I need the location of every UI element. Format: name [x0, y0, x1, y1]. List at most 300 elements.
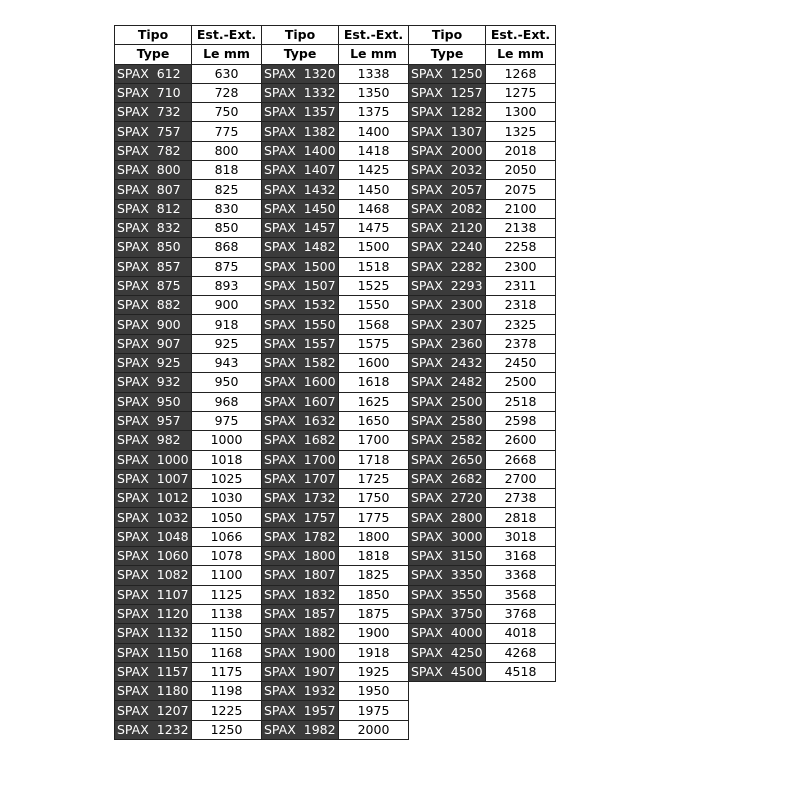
type-cell: SPAX 907	[115, 334, 192, 353]
length-cell: 2325	[486, 315, 556, 334]
type-cell: SPAX 1900	[262, 643, 339, 662]
type-cell: SPAX 1507	[262, 276, 339, 295]
header-row-top	[409, 26, 556, 45]
length-cell: 1418	[339, 141, 409, 160]
table-row	[409, 489, 556, 508]
length-cell: 3768	[486, 604, 556, 623]
type-cell: SPAX 3150	[409, 547, 486, 566]
type-cell: SPAX 3750	[409, 604, 486, 623]
length-cell: 2018	[486, 141, 556, 160]
type-cell: SPAX 1832	[262, 585, 339, 604]
length-cell: 1750	[339, 489, 409, 508]
length-cell: 2700	[486, 469, 556, 488]
table-row	[115, 122, 262, 141]
type-cell: SPAX 1357	[262, 103, 339, 122]
length-cell: 925	[192, 334, 262, 353]
type-cell: SPAX 2300	[409, 296, 486, 315]
type-cell: SPAX 1257	[409, 83, 486, 102]
table-row	[409, 257, 556, 276]
header-row-top	[262, 26, 409, 45]
type-cell: SPAX 1107	[115, 585, 192, 604]
table-row	[115, 180, 262, 199]
table-row	[262, 161, 409, 180]
length-cell: 2311	[486, 276, 556, 295]
table-body	[409, 64, 556, 682]
table-row	[115, 585, 262, 604]
table-row	[115, 604, 262, 623]
length-cell: 968	[192, 392, 262, 411]
length-cell: 728	[192, 83, 262, 102]
length-header-it: Est.-Ext.	[486, 26, 556, 45]
type-cell: SPAX 1332	[262, 83, 339, 102]
table-row	[262, 180, 409, 199]
type-cell: SPAX 957	[115, 411, 192, 430]
type-cell: SPAX 1532	[262, 296, 339, 315]
type-cell: SPAX 925	[115, 354, 192, 373]
table-row	[409, 527, 556, 546]
table-row	[262, 720, 409, 739]
type-cell: SPAX 1407	[262, 161, 339, 180]
type-cell: SPAX 3000	[409, 527, 486, 546]
type-cell: SPAX 1782	[262, 527, 339, 546]
table-row	[115, 701, 262, 720]
type-cell: SPAX 2057	[409, 180, 486, 199]
length-cell: 1325	[486, 122, 556, 141]
table-row	[409, 508, 556, 527]
table-row	[262, 624, 409, 643]
type-cell: SPAX 1707	[262, 469, 339, 488]
table-row	[262, 354, 409, 373]
table-row	[115, 238, 262, 257]
length-cell: 1338	[339, 64, 409, 83]
length-cell: 3568	[486, 585, 556, 604]
table-row	[115, 431, 262, 450]
table-row	[409, 566, 556, 585]
length-cell: 893	[192, 276, 262, 295]
spax-table-sheet	[114, 25, 555, 740]
type-cell: SPAX 710	[115, 83, 192, 102]
length-cell: 2500	[486, 373, 556, 392]
type-cell: SPAX 1157	[115, 662, 192, 681]
type-cell: SPAX 1180	[115, 682, 192, 701]
spax-table-col-1	[114, 25, 262, 740]
type-cell: SPAX 4500	[409, 662, 486, 681]
table-row	[409, 83, 556, 102]
table-row	[115, 373, 262, 392]
length-cell: 1125	[192, 585, 262, 604]
type-cell: SPAX 2682	[409, 469, 486, 488]
length-cell: 1875	[339, 604, 409, 623]
type-cell: SPAX 2500	[409, 392, 486, 411]
table-row	[115, 450, 262, 469]
length-cell: 1475	[339, 218, 409, 237]
type-cell: SPAX 1082	[115, 566, 192, 585]
length-header-en: Le mm	[339, 45, 409, 64]
type-cell: SPAX 1682	[262, 431, 339, 450]
spax-table-col-2	[261, 25, 409, 740]
type-cell: SPAX 1932	[262, 682, 339, 701]
length-cell: 1150	[192, 624, 262, 643]
type-header-en: Type	[262, 45, 339, 64]
length-cell: 1518	[339, 257, 409, 276]
spax-table-col-3	[408, 25, 556, 682]
table-row	[115, 334, 262, 353]
length-cell: 2378	[486, 334, 556, 353]
table-row	[409, 392, 556, 411]
type-cell: SPAX 1907	[262, 662, 339, 681]
length-cell: 1618	[339, 373, 409, 392]
table-row	[409, 662, 556, 681]
length-cell: 1375	[339, 103, 409, 122]
type-cell: SPAX 1732	[262, 489, 339, 508]
table-row	[115, 527, 262, 546]
length-cell: 1568	[339, 315, 409, 334]
type-cell: SPAX 2032	[409, 161, 486, 180]
length-cell: 2000	[339, 720, 409, 739]
type-cell: SPAX 4250	[409, 643, 486, 662]
type-cell: SPAX 1457	[262, 218, 339, 237]
type-cell: SPAX 1207	[115, 701, 192, 720]
length-cell: 4018	[486, 624, 556, 643]
table-row	[115, 720, 262, 739]
type-cell: SPAX 1700	[262, 450, 339, 469]
type-cell: SPAX 800	[115, 161, 192, 180]
table-row	[409, 276, 556, 295]
table-row	[115, 508, 262, 527]
length-header-it: Est.-Ext.	[339, 26, 409, 45]
length-cell: 1600	[339, 354, 409, 373]
length-cell: 868	[192, 238, 262, 257]
type-cell: SPAX 1607	[262, 392, 339, 411]
length-cell: 1100	[192, 566, 262, 585]
table-row	[115, 83, 262, 102]
length-cell: 1550	[339, 296, 409, 315]
table-row	[409, 450, 556, 469]
table-row	[262, 431, 409, 450]
length-cell: 1725	[339, 469, 409, 488]
type-cell: SPAX 1600	[262, 373, 339, 392]
length-cell: 630	[192, 64, 262, 83]
table-row	[409, 296, 556, 315]
table-body	[262, 64, 409, 739]
type-cell: SPAX 1000	[115, 450, 192, 469]
length-cell: 1800	[339, 527, 409, 546]
table-row	[409, 141, 556, 160]
table-row	[262, 276, 409, 295]
length-cell: 2138	[486, 218, 556, 237]
table-row	[262, 218, 409, 237]
table-row	[262, 103, 409, 122]
type-cell: SPAX 2000	[409, 141, 486, 160]
table-row	[262, 527, 409, 546]
table-row	[262, 411, 409, 430]
table-row	[262, 450, 409, 469]
table-body	[115, 64, 262, 739]
table-row	[409, 180, 556, 199]
length-cell: 1250	[192, 720, 262, 739]
length-header-en: Le mm	[486, 45, 556, 64]
table-row	[262, 257, 409, 276]
type-cell: SPAX 1557	[262, 334, 339, 353]
table-row	[409, 469, 556, 488]
type-header-it: Tipo	[115, 26, 192, 45]
length-cell: 1138	[192, 604, 262, 623]
type-header-it: Tipo	[409, 26, 486, 45]
table-row	[409, 218, 556, 237]
table-row	[115, 315, 262, 334]
length-cell: 2668	[486, 450, 556, 469]
length-cell: 1775	[339, 508, 409, 527]
table-row	[115, 141, 262, 160]
type-cell: SPAX 1060	[115, 547, 192, 566]
type-cell: SPAX 1882	[262, 624, 339, 643]
length-cell: 2450	[486, 354, 556, 373]
length-cell: 2258	[486, 238, 556, 257]
type-header-en: Type	[409, 45, 486, 64]
type-cell: SPAX 732	[115, 103, 192, 122]
length-cell: 1850	[339, 585, 409, 604]
type-cell: SPAX 1807	[262, 566, 339, 585]
table-row	[262, 392, 409, 411]
type-cell: SPAX 1120	[115, 604, 192, 623]
type-cell: SPAX 1150	[115, 643, 192, 662]
type-cell: SPAX 1757	[262, 508, 339, 527]
length-cell: 1050	[192, 508, 262, 527]
length-cell: 975	[192, 411, 262, 430]
type-cell: SPAX 1012	[115, 489, 192, 508]
table-row	[262, 334, 409, 353]
table-row	[262, 199, 409, 218]
header-row-bottom	[115, 45, 262, 64]
table-row	[115, 489, 262, 508]
table-row	[409, 199, 556, 218]
length-cell: 850	[192, 218, 262, 237]
length-cell: 1468	[339, 199, 409, 218]
length-cell: 918	[192, 315, 262, 334]
length-cell: 4268	[486, 643, 556, 662]
type-cell: SPAX 2307	[409, 315, 486, 334]
type-cell: SPAX 1632	[262, 411, 339, 430]
table-row	[409, 585, 556, 604]
type-cell: SPAX 950	[115, 392, 192, 411]
type-cell: SPAX 1032	[115, 508, 192, 527]
type-cell: SPAX 1132	[115, 624, 192, 643]
length-cell: 950	[192, 373, 262, 392]
length-cell: 1450	[339, 180, 409, 199]
table-row	[115, 469, 262, 488]
type-cell: SPAX 1800	[262, 547, 339, 566]
table-row	[409, 431, 556, 450]
type-cell: SPAX 1482	[262, 238, 339, 257]
table-row	[409, 122, 556, 141]
length-cell: 875	[192, 257, 262, 276]
length-cell: 1350	[339, 83, 409, 102]
type-cell: SPAX 982	[115, 431, 192, 450]
length-cell: 1025	[192, 469, 262, 488]
length-cell: 775	[192, 122, 262, 141]
type-cell: SPAX 3550	[409, 585, 486, 604]
table-row	[115, 643, 262, 662]
type-cell: SPAX 1982	[262, 720, 339, 739]
length-cell: 1700	[339, 431, 409, 450]
table-row	[409, 334, 556, 353]
length-cell: 830	[192, 199, 262, 218]
length-cell: 1625	[339, 392, 409, 411]
type-cell: SPAX 2282	[409, 257, 486, 276]
length-cell: 900	[192, 296, 262, 315]
table-row	[115, 296, 262, 315]
type-cell: SPAX 1432	[262, 180, 339, 199]
table-row	[115, 411, 262, 430]
type-cell: SPAX 1232	[115, 720, 192, 739]
type-cell: SPAX 900	[115, 315, 192, 334]
length-cell: 1198	[192, 682, 262, 701]
length-cell: 943	[192, 354, 262, 373]
table-row	[115, 547, 262, 566]
length-cell: 1825	[339, 566, 409, 585]
type-cell: SPAX 1282	[409, 103, 486, 122]
table-row	[262, 585, 409, 604]
table-row	[115, 276, 262, 295]
length-cell: 1078	[192, 547, 262, 566]
table-row	[115, 64, 262, 83]
type-cell: SPAX 1320	[262, 64, 339, 83]
type-cell: SPAX 832	[115, 218, 192, 237]
length-cell: 750	[192, 103, 262, 122]
length-cell: 825	[192, 180, 262, 199]
table-row	[409, 604, 556, 623]
type-cell: SPAX 2360	[409, 334, 486, 353]
table-row	[262, 508, 409, 527]
table-row	[115, 103, 262, 122]
length-cell: 1900	[339, 624, 409, 643]
table-row	[115, 662, 262, 681]
type-cell: SPAX 1250	[409, 64, 486, 83]
type-cell: SPAX 882	[115, 296, 192, 315]
type-cell: SPAX 4000	[409, 624, 486, 643]
type-cell: SPAX 1307	[409, 122, 486, 141]
table-row	[262, 547, 409, 566]
length-cell: 2300	[486, 257, 556, 276]
table-row	[262, 682, 409, 701]
table-row	[115, 566, 262, 585]
table-row	[115, 682, 262, 701]
length-cell: 1650	[339, 411, 409, 430]
type-cell: SPAX 1957	[262, 701, 339, 720]
length-cell: 1400	[339, 122, 409, 141]
length-cell: 2050	[486, 161, 556, 180]
type-cell: SPAX 2120	[409, 218, 486, 237]
table-row	[115, 392, 262, 411]
length-cell: 1018	[192, 450, 262, 469]
table-row	[115, 161, 262, 180]
table-row	[262, 296, 409, 315]
type-cell: SPAX 850	[115, 238, 192, 257]
table-row	[262, 604, 409, 623]
table-row	[262, 122, 409, 141]
length-cell: 3018	[486, 527, 556, 546]
length-cell: 1500	[339, 238, 409, 257]
table-row	[262, 701, 409, 720]
length-cell: 1000	[192, 431, 262, 450]
table-row	[262, 315, 409, 334]
table-row	[409, 315, 556, 334]
length-header-it: Est.-Ext.	[192, 26, 262, 45]
length-cell: 818	[192, 161, 262, 180]
table-row	[409, 643, 556, 662]
type-cell: SPAX 3350	[409, 566, 486, 585]
length-cell: 1925	[339, 662, 409, 681]
length-cell: 1168	[192, 643, 262, 662]
table-row	[115, 354, 262, 373]
table-row	[115, 218, 262, 237]
type-cell: SPAX 807	[115, 180, 192, 199]
table-row	[262, 662, 409, 681]
type-cell: SPAX 1007	[115, 469, 192, 488]
type-cell: SPAX 857	[115, 257, 192, 276]
header-row-top	[115, 26, 262, 45]
length-cell: 1175	[192, 662, 262, 681]
length-cell: 1918	[339, 643, 409, 662]
type-cell: SPAX 612	[115, 64, 192, 83]
type-cell: SPAX 1857	[262, 604, 339, 623]
table-row	[115, 624, 262, 643]
length-cell: 2598	[486, 411, 556, 430]
type-cell: SPAX 812	[115, 199, 192, 218]
type-header-en: Type	[115, 45, 192, 64]
length-cell: 1300	[486, 103, 556, 122]
type-cell: SPAX 2720	[409, 489, 486, 508]
type-cell: SPAX 1400	[262, 141, 339, 160]
table-row	[262, 141, 409, 160]
table-row	[262, 373, 409, 392]
length-cell: 1818	[339, 547, 409, 566]
type-cell: SPAX 1582	[262, 354, 339, 373]
type-cell: SPAX 1048	[115, 527, 192, 546]
length-cell: 1525	[339, 276, 409, 295]
type-cell: SPAX 2293	[409, 276, 486, 295]
table-row	[262, 566, 409, 585]
table-row	[262, 238, 409, 257]
table-row	[262, 489, 409, 508]
type-cell: SPAX 875	[115, 276, 192, 295]
header-row-bottom	[409, 45, 556, 64]
table-row	[409, 411, 556, 430]
length-cell: 3368	[486, 566, 556, 585]
length-cell: 3168	[486, 547, 556, 566]
type-cell: SPAX 757	[115, 122, 192, 141]
length-cell: 1718	[339, 450, 409, 469]
table-row	[262, 83, 409, 102]
type-cell: SPAX 2432	[409, 354, 486, 373]
type-cell: SPAX 2240	[409, 238, 486, 257]
type-cell: SPAX 932	[115, 373, 192, 392]
length-cell: 1575	[339, 334, 409, 353]
type-cell: SPAX 2582	[409, 431, 486, 450]
length-cell: 1275	[486, 83, 556, 102]
table-row	[115, 199, 262, 218]
type-cell: SPAX 2580	[409, 411, 486, 430]
length-header-en: Le mm	[192, 45, 262, 64]
length-cell: 2818	[486, 508, 556, 527]
table-row	[262, 64, 409, 83]
header-row-bottom	[262, 45, 409, 64]
type-cell: SPAX 1550	[262, 315, 339, 334]
table-row	[115, 257, 262, 276]
table-row	[262, 643, 409, 662]
type-cell: SPAX 1450	[262, 199, 339, 218]
type-cell: SPAX 1500	[262, 257, 339, 276]
